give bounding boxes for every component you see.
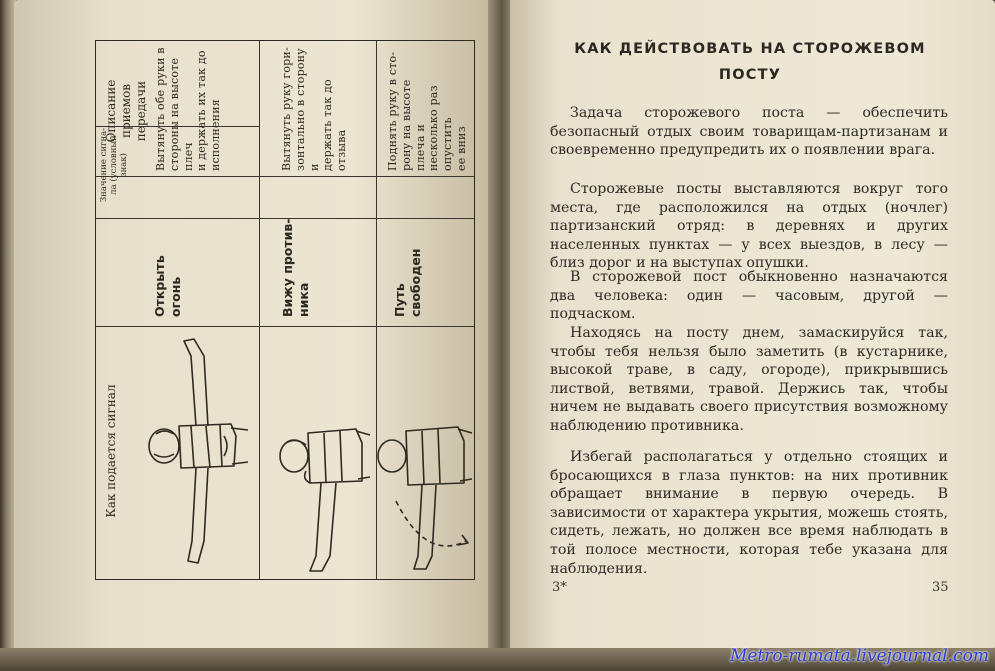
paragraph-3: В сторожевой пост обыкновенно назначаются два человека: один — часовым, другой — подчаском. [550, 269, 948, 323]
paragraph-5: Избегай располагаться у отдельно стоящих и бросающихся в глаза пунктов: на них противник обращает внимание в первую очередь. В зависимости от характера укрытия, можешь стоять, сидеть, лежать, но должен все время наблюдать в той полосе местности, которая тебе указана для наблюдения. [550, 449, 948, 577]
signature-mark: 3* [552, 580, 567, 595]
soldier-arms-spread-illustration [136, 336, 256, 576]
paragraph-4: Находясь на посту днем, замаскируйся так, чтобы тебя нельзя было заметить (в кустарнике, высокой траве, в саду, огороде), прикрывшись листвой, ветвями, травой. Держись так, чтобы ничем не выдавать своего присутствия возможному наблюдению противника. [550, 325, 948, 434]
soldier-arm-horizontal-illustration [266, 371, 376, 581]
header-meaning: Значение сигна- ла (условный знак) [99, 127, 129, 203]
row3-meaning: Путь свободен [392, 248, 423, 317]
row3-description: Поднять руку в сто- рону на высоте плеча и несколько раз опустить ее вниз [386, 51, 468, 171]
row2-meaning: Вижу против- ника [280, 218, 311, 317]
soldier-arm-waving-illustration [366, 371, 476, 581]
row1-description: Вытянуть обе руки в стороны на высоте плеч и держать их так до исполнения [154, 47, 222, 171]
paragraph-1: Задача сторожевого поста — обеспечить безопасный отдых своим товарищам-партизанам и своевременно предупредить их о появлении врага. [550, 105, 948, 159]
header-description: Описание приемов передачи [104, 79, 148, 143]
page-number: 35 [932, 580, 949, 595]
watermark: Metro-rumata.livejournal.com [729, 646, 989, 666]
page-title: КАК ДЕЙСТВОВАТЬ НА СТОРОЖЕВОМ ПОСТУ [574, 41, 926, 83]
signal-table [95, 40, 475, 580]
row2-description: Вытянуть руку гори- зонтально в сторону и держать так до отзыва [280, 47, 348, 171]
header-signal: Как подается сигнал [104, 384, 118, 518]
row1-meaning: Открыть огонь [152, 255, 183, 317]
paragraph-2: Сторожевые посты выставляются вокруг того места, где расположился на отдых (ночлег) партизанский отряд: в деревнях и других населенных пунктах — у всех выездов, в лесу — близ дорог и на выступах опушки. [550, 181, 948, 272]
